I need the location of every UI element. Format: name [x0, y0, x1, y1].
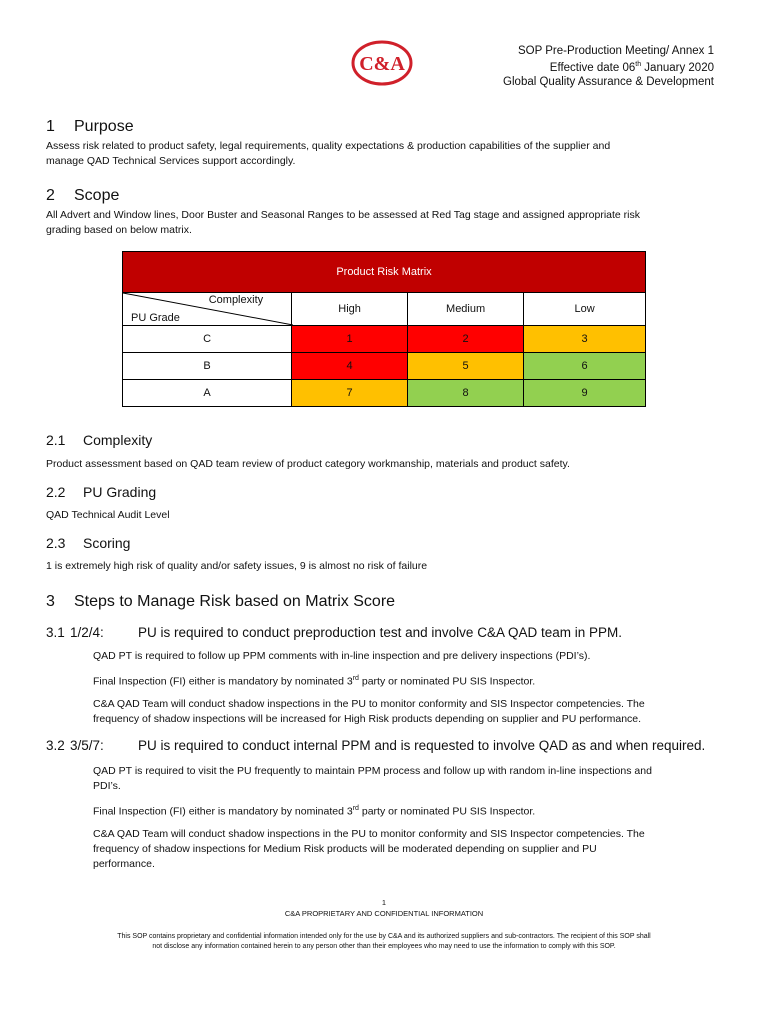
matrix-title: Product Risk Matrix [123, 252, 646, 293]
matrix-pu-grade-label: PU Grade [131, 312, 180, 324]
purpose-text: Assess risk related to product safety, legal requirements, quality expectations & production capabilities of the supplier and manage QAD Technical Services support accordingly. [46, 140, 611, 167]
matrix-row [123, 353, 646, 380]
header-block [503, 44, 714, 89]
complexity-text: Product assessment based on QAD team review of product category workmanship, materials and product safety. [46, 458, 570, 470]
matrix-corner-cell [123, 293, 292, 326]
matrix-cell: 7 [292, 380, 408, 407]
scoring-heading: 2.3 Scoring [46, 535, 131, 551]
step-3-1-heading: 3.1 1/2/4: PU is required to conduct preproduction test and involve C&A QAD team in PPM. [46, 625, 622, 640]
header-effective-date: Effective date 06th January 2020 [549, 61, 714, 74]
step-3-2-heading: 3.2 3/5/7: PU is required to conduct internal PPM and is requested to involve QAD as and when required. [46, 738, 706, 753]
svg-text:C&A: C&A [359, 53, 405, 75]
confidentiality-notice: This SOP contains proprietary and confidential information intended only for the use by C&A and its authorized suppliers and sub-contractors. The recipient of this SOP shall not disclose any information contained herein to any person other than their employees who may need to use the information to comply with this SOP. [117, 933, 651, 950]
purpose-heading: 1 Purpose [46, 118, 134, 135]
brand-logo [351, 40, 413, 86]
confidential-label: C&A PROPRIETARY AND CONFIDENTIAL INFORMATION [284, 909, 484, 918]
matrix-cell: 8 [408, 380, 524, 407]
matrix-cell: 4 [292, 353, 408, 380]
matrix-cell: 5 [408, 353, 524, 380]
header-title: SOP Pre-Production Meeting/ Annex 1 [517, 45, 714, 57]
matrix-row-grade: A [123, 380, 292, 407]
pu-grading-text: QAD Technical Audit Level [46, 509, 170, 521]
matrix-complexity-label: Complexity [208, 294, 264, 306]
matrix-cell: 1 [292, 326, 408, 353]
complexity-heading: 2.1 Complexity [46, 432, 153, 448]
scope-heading: 2 Scope [46, 187, 120, 204]
steps-heading: 3 Steps to Manage Risk based on Matrix Score [46, 593, 396, 610]
step-3-1-body: QAD PT is required to follow up PPM comments with in-line inspection and pre delivery inspections (PDI’s). Final Inspection (FI) either is mandatory by nominated 3rd party or nominated PU SIS Inspector. C&A QAD Team will conduct shadow inspections in the PU to monitor conformity and SIS Inspector competencies. The frequency of shadow inspections will be increased for High Risk products depending on supplier and PU performance. [93, 650, 645, 725]
matrix-cell: 3 [524, 326, 646, 353]
matrix-cell: 2 [408, 326, 524, 353]
scoring-text: 1 is extremely high risk of quality and/or safety issues, 9 is almost no risk of failure [46, 560, 428, 572]
step-3-2-body: QAD PT is required to visit the PU frequently to maintain PPM process and follow up with random in-line inspections and PDI’s. Final Inspection (FI) either is mandatory by nominated 3rd party or nominated PU SIS Inspector. C&A QAD Team will conduct shadow inspections in the PU to monitor conformity and SIS Inspector competencies. The frequency of shadow inspections for Medium Risk products will be moderated depending on supplier and PU performance. [93, 765, 652, 870]
product-risk-matrix [122, 251, 646, 407]
header-department: Global Quality Assurance & Development [503, 75, 714, 88]
matrix-cell: 6 [524, 353, 646, 380]
matrix-cell: 9 [524, 380, 646, 407]
matrix-row [123, 326, 646, 353]
matrix-col-header: Medium [408, 293, 524, 326]
pu-grading-heading: 2.2 PU Grading [46, 484, 157, 500]
scope-text: All Advert and Window lines, Door Buster and Seasonal Ranges to be assessed at Red Tag stage and assigned appropriate risk grading based on below matrix. [46, 209, 640, 236]
matrix-row-grade: B [123, 353, 292, 380]
matrix-col-header: High [292, 293, 408, 326]
matrix-row-grade: C [123, 326, 292, 353]
page-number: 1 [381, 898, 387, 907]
matrix-row [123, 380, 646, 407]
matrix-col-header: Low [524, 293, 646, 326]
